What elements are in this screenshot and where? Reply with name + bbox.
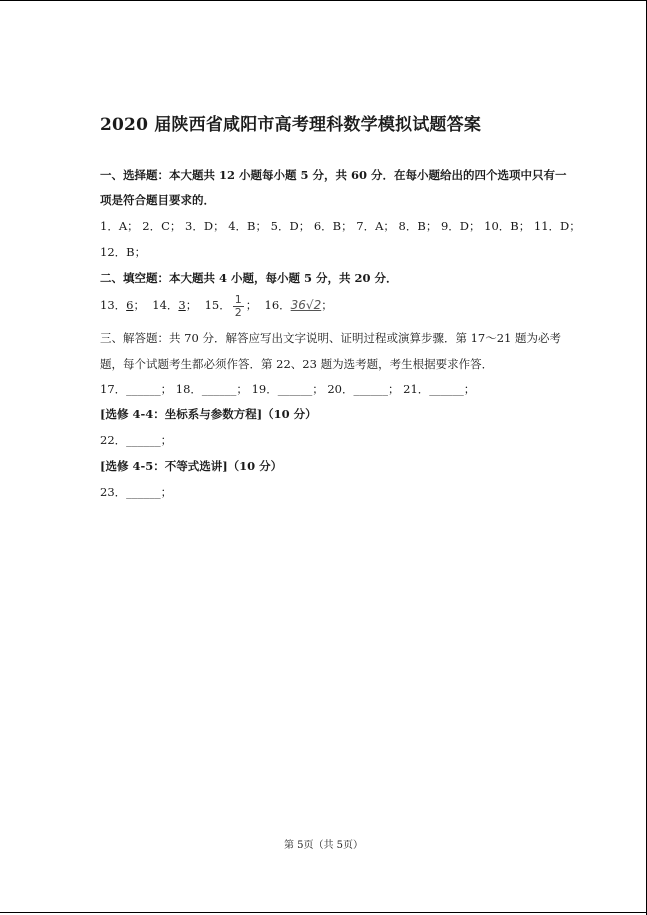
section1-answers-line2: 12．B； xyxy=(100,245,147,259)
page-border-top xyxy=(0,0,647,1)
elective44-blank: 22．______； xyxy=(100,433,173,447)
section3-intro-line2: 题，每个试题考生都必须作答．第 22、23 题为选考题，考生根据要求作答． xyxy=(100,357,494,371)
section3-intro-line1: 三、解答题：共 70 分．解答应写出文字说明、证明过程或演算步骤．第 17～21 题为必考 xyxy=(100,331,562,345)
section1-intro-line1: 一、选择题：本大题共 12 小题每小题 5 分，共 60 分．在每小题给出的四个选项中只有一 xyxy=(100,168,567,182)
elective45-blank: 23．______； xyxy=(100,485,173,499)
elective44-heading: [选修 4-4：坐标系与参数方程]（10 分） xyxy=(100,407,317,421)
section1-intro-line2: 项是符合题目要求的． xyxy=(100,193,215,207)
q15-fraction xyxy=(233,294,244,319)
q14-label: 14． xyxy=(152,298,179,312)
page-title: 2020 届陕西省咸阳市高考理科数学模拟试题答案 xyxy=(100,115,482,135)
q14-sep: ； xyxy=(185,298,198,312)
q15-label: 15． xyxy=(204,298,231,312)
q16-label: 16． xyxy=(264,298,291,312)
q16-answer: 36√2 xyxy=(290,298,322,312)
section2-intro: 二、填空题：本大题共 4 小题，每小题 5 分，共 20 分． xyxy=(100,271,398,285)
elective45-heading: [选修 4-5：不等式选讲]（10 分） xyxy=(100,459,283,473)
q13-sep: ； xyxy=(133,298,145,312)
page-border-bottom xyxy=(0,912,647,913)
q13-answer: 6 xyxy=(126,298,134,312)
q13-label: 13． xyxy=(100,298,127,312)
q15-sep: ； xyxy=(245,298,258,312)
q16-sep: ； xyxy=(321,298,333,312)
section3-blanks: 17．______； 18．______； 19．______； 20．______； 21．______； xyxy=(100,382,476,396)
page-footer: 第 5页（共 5页） xyxy=(283,840,364,851)
q14-answer: 3 xyxy=(178,298,186,312)
q15-denominator: 2 xyxy=(234,305,242,319)
section1-answers-line1: 1．A； 2．C； 3．D； 4．B； 5．D； 6．B； 7．A； 8．B； 9．D； 10．B； 11．D； xyxy=(100,219,581,233)
section2-answers xyxy=(100,292,333,319)
q15-numerator: 1 xyxy=(234,292,242,306)
